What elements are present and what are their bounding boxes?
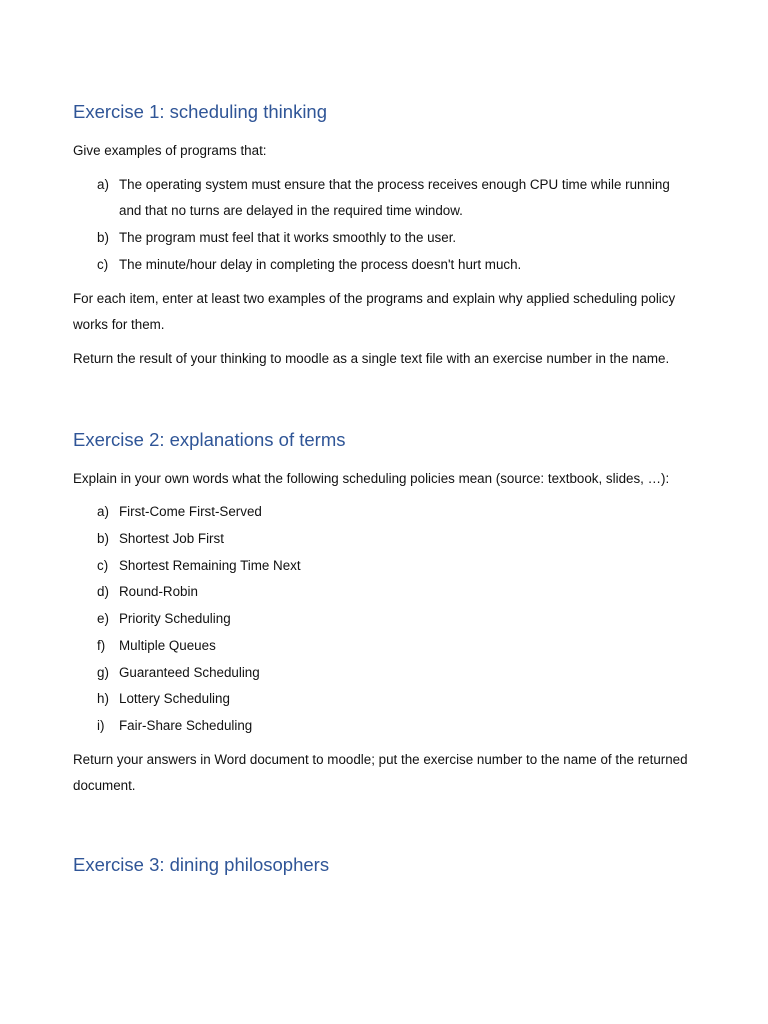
list-item-text: The program must feel that it works smoothly to the user.: [119, 230, 457, 246]
list-marker: c): [97, 256, 109, 272]
list-marker: b): [97, 531, 109, 547]
exercise-2-heading: Exercise 2: explanations of terms: [73, 428, 346, 450]
list-item-text: Round-Robin: [119, 584, 198, 600]
list-item-text: The operating system must ensure that the process receives enough CPU time while running and that no turns are delayed in the required time window.: [119, 176, 670, 219]
list-item: [73, 606, 688, 633]
exercise-2-list: [73, 499, 688, 739]
list-item-text: Shortest Job First: [119, 531, 224, 547]
list-item-text: Fair-Share Scheduling: [119, 717, 253, 733]
exercise-1-intro: Give examples of programs that:: [73, 143, 267, 158]
list-item: [73, 579, 688, 606]
list-item-text: The minute/hour delay in completing the process doesn't hurt much.: [119, 256, 522, 272]
exercise-2-return-note: Return your answers in Word document to moodle; put the exercise number to the name of the returned document.: [73, 751, 688, 794]
list-marker: a): [97, 176, 109, 192]
list-marker: b): [97, 230, 109, 246]
list-item: [73, 252, 688, 279]
list-item: [73, 713, 688, 740]
list-item-text: Multiple Queues: [119, 637, 216, 653]
list-item: [73, 633, 688, 660]
list-item-text: First-Come First-Served: [119, 504, 262, 520]
exercise-2-intro: Explain in your own words what the following scheduling policies mean (source: textbook, slides, …):: [73, 470, 670, 486]
list-item: [73, 225, 688, 252]
list-marker: a): [97, 504, 109, 520]
list-item-text: Priority Scheduling: [119, 611, 231, 627]
exercise-1-list: [73, 172, 688, 279]
list-item: [73, 172, 688, 225]
list-marker: f): [97, 637, 106, 653]
list-item-text: Shortest Remaining Time Next: [119, 557, 301, 573]
exercise-3-heading: Exercise 3: dining philosophers: [73, 854, 330, 876]
list-marker: h): [97, 691, 109, 707]
exercise-1-return-note: Return the result of your thinking to moodle as a single text file with an exercise number in the name.: [73, 350, 670, 366]
list-item: [73, 526, 688, 553]
exercise-1-heading: Exercise 1: scheduling thinking: [73, 101, 328, 122]
list-marker: g): [97, 664, 109, 680]
list-item: [73, 660, 688, 687]
list-item: [73, 499, 688, 526]
list-item-text: Lottery Scheduling: [119, 691, 230, 707]
list-item: [73, 553, 688, 580]
list-item: [73, 686, 688, 713]
exercise-1-instructions: For each item, enter at least two examples of the programs and explain why applied scheduling policy works for them.: [73, 290, 676, 333]
list-marker: d): [97, 584, 109, 600]
list-item-text: Guaranteed Scheduling: [119, 664, 260, 680]
list-marker: i): [97, 717, 105, 733]
list-marker: e): [97, 611, 109, 627]
list-marker: c): [97, 557, 109, 573]
document-page: [73, 98, 688, 879]
